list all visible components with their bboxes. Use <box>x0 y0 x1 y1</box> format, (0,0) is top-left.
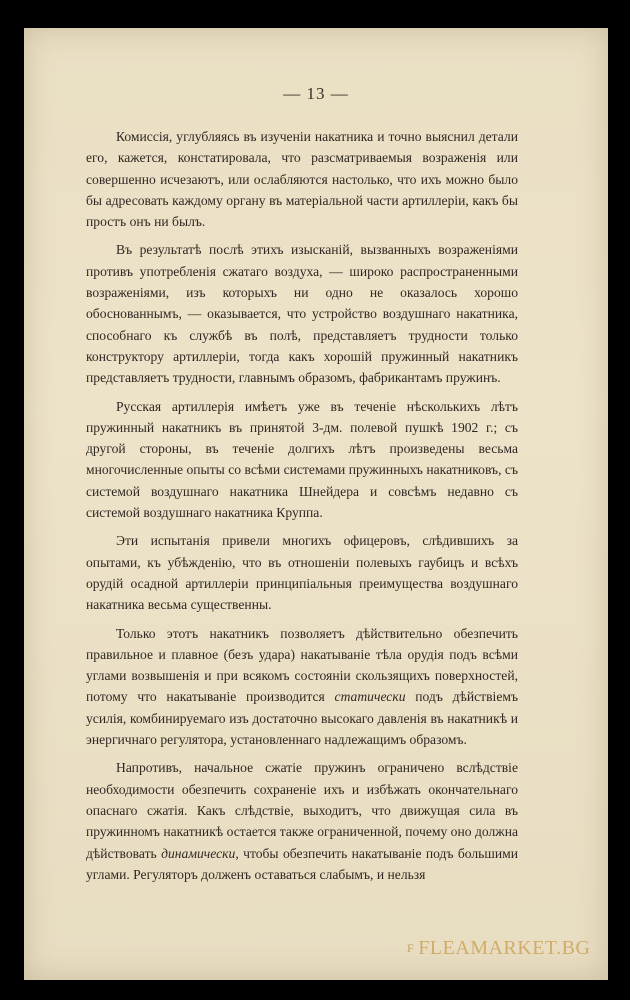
paragraph-6 <box>86 757 518 885</box>
paragraph-6-text-start: Напротивъ, начальное сжатіе пружинъ ограничено вслѣдствіе необходимости обезпечить сохраненіе ихъ и избѣжать окончательнаго опаснаго сжатія. Какъ слѣдствіе, выходитъ, что движущая сила въ пружинномъ накатникѣ остается также ограниченной, почему оно должна дѣйствовать <box>86 760 518 861</box>
paragraph-5-text-end: подъ дѣйствіемъ усилія, комбинируемаго изъ достаточно высокаго давленія въ накатникѣ и энергичнаго регулятора, установленнаго надлежащимъ образомъ. <box>86 689 518 748</box>
paragraph-3: Русская артиллерія имѣетъ уже въ теченіе нѣсколькихъ лѣтъ пружинный накатникъ въ принятой 3-дм. полевой пушкѣ 1902 г.; съ другой стороны, въ теченіе долгихъ лѣтъ произведены весьма многочисленные опыты со всѣми системами пружинныхъ накатниковъ, съ системой воздушнаго накатника Шнейдера и совсѣмъ недавно съ системой воздушнаго накатника Круппа. <box>86 398 518 521</box>
emphasis-statically: статически <box>334 689 406 705</box>
watermark <box>407 937 590 960</box>
watermark-text: FLEAMARKET.BG <box>418 937 591 959</box>
paragraph-5 <box>86 623 518 751</box>
emphasis-dynamically: динамически <box>161 845 236 861</box>
paragraph-6-text-end: , чтобы обезпечить накатываніе подъ большими углами. Регуляторъ долженъ оставаться слабымъ, и нельзя <box>86 845 518 882</box>
paragraph-1: Комиссія, углубляясь въ изученіи накатника и точно выяснил детали его, кажется, констатировала, что разсматриваемыя возраженія или совершенно исчезаютъ, или ослабляются настолько, что ихъ можно было бы адресовать каждому органу въ матеріальной части артиллеріи, какъ бы простъ онъ ни былъ. <box>86 129 518 230</box>
paragraph-4: Эти испытанія привели многихъ офицеровъ, слѣдившихъ за опытами, къ убѣжденію, что въ отношеніи полевыхъ гаубицъ и всѣхъ орудій осадной артиллеріи принципіальныя преимущества воздушнаго накатника весьма существенны. <box>86 533 518 613</box>
document-page <box>24 28 608 980</box>
paragraph-5-text-start: Только этотъ накатникъ позволяетъ дѣйствительно обезпечить правильное и плавное (безъ удара) накатываніе тѣла орудія подъ всѣми углами возвышенія и при всякомъ состояніи скользящихъ поверхностей, потому что накатываніе производится <box>86 625 518 705</box>
body-text <box>86 126 518 892</box>
paragraph-2: Въ результатѣ послѣ этихъ изысканій, вызванныхъ возраженіями противъ употребленія сжатаго воздуха, — широко распространенными возраженіями, изъ которыхъ ни одно не оказалось хорошо обоснованнымъ, — оказывается, что устройство воздушнаго накатника, способнаго къ службѣ въ полѣ, представляетъ трудности только конструктору артиллеріи, тогда какъ хорошій пружинный накатникъ представляетъ трудности, главнымъ образомъ, фабрикантамъ пружинъ. <box>86 242 518 386</box>
page-number: — 13 — <box>283 84 349 103</box>
watermark-logo-icon: F <box>407 941 415 955</box>
